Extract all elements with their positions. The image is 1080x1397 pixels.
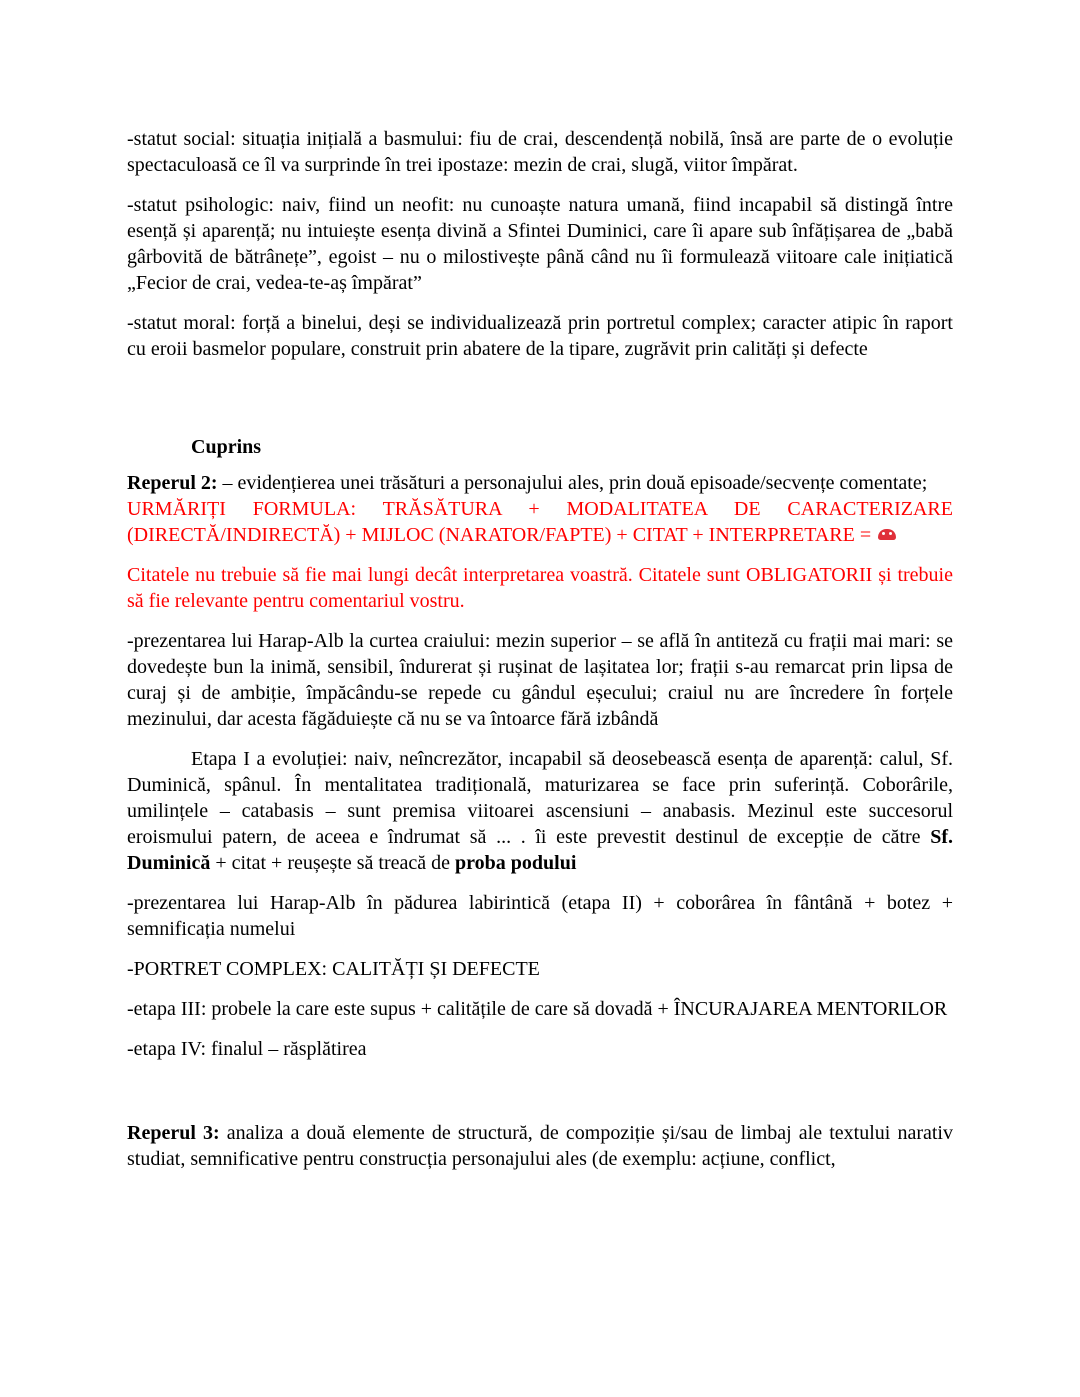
formula-text: URMĂRIȚI FORMULA: TRĂSĂTURA + MODALITATEA DE CARACTERIZARE (DIRECTĂ/INDIRECTĂ) + MIJLOC (NARATOR/FAPTE) + CITAT + INTERPRETARE = bbox=[127, 498, 953, 546]
paragraph-etapa-1 bbox=[127, 746, 953, 876]
reper-3-label: Reperul 3: bbox=[127, 1122, 220, 1144]
paragraph-reper-3 bbox=[127, 1120, 953, 1172]
reper-3-text: analiza a două elemente de structură, de compoziție și/sau de limbaj ale textului narativ studiat, semnificative pentru construcția personajului ales (de exemplu: acțiune, conflict, bbox=[127, 1122, 953, 1170]
paragraph-etapa-3: -etapa III: probele la care este supus + calitățile de care să dovadă + ÎNCURAJAREA MENTORILOR bbox=[127, 998, 948, 1020]
paragraph-padurea: -prezentarea lui Harap-Alb în pădurea labirintică (etapa II) + coborârea în fântână + botez + semnificația numelui bbox=[127, 892, 953, 940]
reper-2-label: Reperul 2: bbox=[127, 472, 218, 494]
paragraph-statut-moral: -statut moral: forță a binelui, deși se individualizează prin portretul complex; caracter atipic în raport cu eroii basmelor populare, construit prin abatere de la tipare, zugrăvit prin calități și defecte bbox=[127, 312, 953, 360]
paragraph-etapa-4: -etapa IV: finalul – răsplătirea bbox=[127, 1038, 367, 1060]
document-page bbox=[127, 126, 953, 1186]
etapa-1-bold-sf-duminica: Sf. Duminică bbox=[127, 826, 953, 874]
spacer bbox=[127, 376, 953, 434]
paragraph-reper-2 bbox=[127, 470, 953, 496]
paragraph-formula bbox=[127, 496, 953, 548]
reper-2-text: – evidențierea unei trăsături a personajului ales, prin două episoade/secvențe comentate; bbox=[217, 472, 928, 494]
paragraph-statut-psihologic: -statut psihologic: naiv, fiind un neofit: nu cunoaște natura umană, fiind incapabil să distingă între esență și aparență; nu intuiește esența divină a Sfintei Duminici, care îi apare sub înfățișarea de „babă gârbovită de bătrânețe”, egoist – nu o milostivește până când nu îi formulează viitoare cale inițiatică „Fecior de crai, vedea-te-aș împărat” bbox=[127, 194, 953, 294]
paragraph-curtea-craiului: -prezentarea lui Harap-Alb la curtea craiului: mezin superior – se află în antiteză cu frații mai mari: se dovedește bun la inimă, sensibil, îndurerat și rușinat de lașitatea lor; frații s-au remarcat prin lipsa de curaj și de ambiție, împăcându-se repede cu gândul eșecului; craiul nu are încredere în forțele mezinului, dar acesta făgăduiește că nu se va întoarce fără izbândă bbox=[127, 630, 953, 730]
etapa-1-bold-proba-podului: proba podului bbox=[455, 852, 577, 874]
section-heading: Cuprins bbox=[191, 436, 262, 458]
etapa-1-mid: + citat + reușește să treacă de bbox=[210, 852, 456, 874]
spacer bbox=[127, 1076, 953, 1120]
paragraph-citate: Citatele nu trebuie să fie mai lungi decât interpretarea voastră. Citatele sunt OBLIGATORII și trebuie să fie relevante pentru comentariul vostru. bbox=[127, 564, 953, 612]
paragraph-portret: -PORTRET COMPLEX: CALITĂȚI ȘI DEFECTE bbox=[127, 958, 540, 980]
angry-face-icon bbox=[878, 529, 896, 540]
etapa-1-text: Etapa I a evoluției: naiv, neîncrezător, incapabil să deosebească esența de aparență: calul, Sf. Duminică, spânul. În mentalitatea tradițională, maturizarea se face prin suferință. Coborârile, umilințele – catabasis – sunt premisa viitoarei ascensiuni – anabasis. Mezinul este succesorul eroismului patern, de aceea e îndrumat să ... . îi este prevestit destinul de excepție de către bbox=[127, 748, 953, 848]
paragraph-statut-social: -statut social: situația inițială a basmului: fiu de crai, descendență nobilă, însă are parte de o evoluție spectaculoasă ce îl va surprinde în trei ipostaze: mezin de crai, slugă, viitor împărat. bbox=[127, 128, 953, 176]
